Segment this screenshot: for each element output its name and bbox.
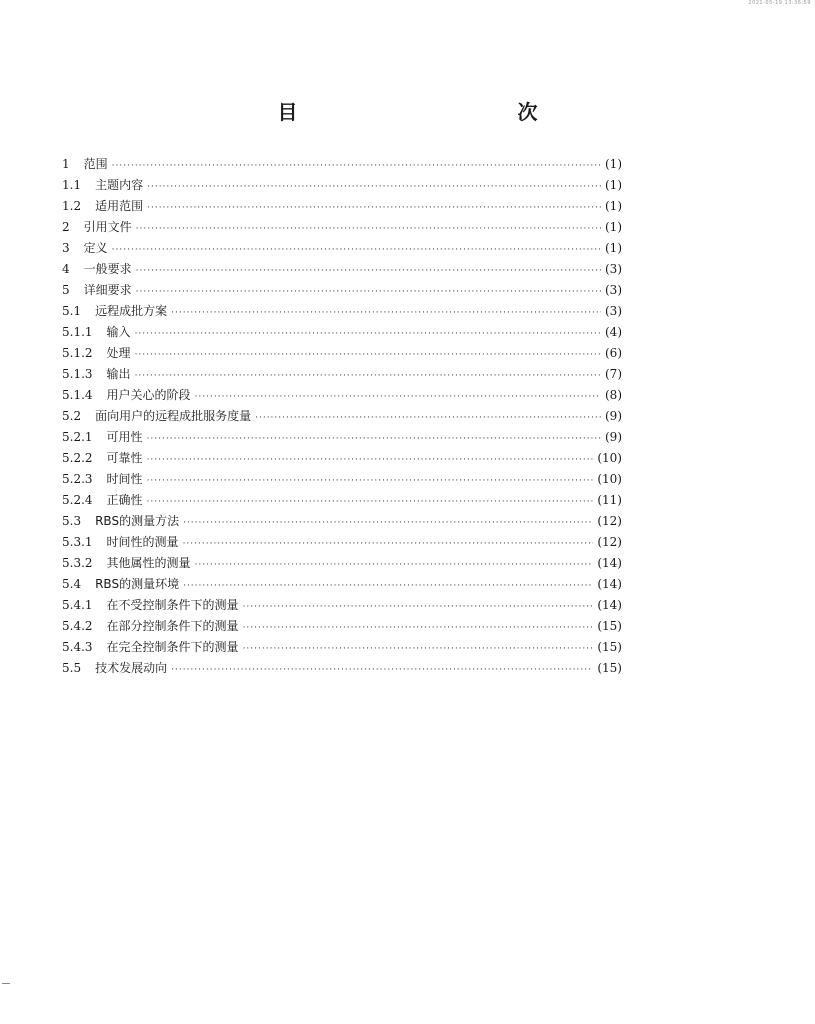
toc-page: (1) [605, 178, 622, 192]
toc-leader [195, 555, 594, 576]
toc-label: 处理 [106, 346, 131, 360]
toc-entry[interactable] [62, 154, 622, 175]
toc-number: 4 [62, 262, 70, 276]
toc-page: (3) [605, 283, 622, 297]
toc-page: (12) [597, 535, 622, 549]
toc-entry[interactable] [62, 196, 622, 217]
toc-label: 远程成批方案 [95, 304, 168, 318]
toc-page: (15) [597, 619, 622, 633]
toc-leader [147, 492, 594, 513]
toc-leader [147, 471, 594, 492]
toc-label: 可靠性 [106, 451, 143, 465]
toc-number: 5.2.4 [62, 493, 93, 507]
toc-entry[interactable] [62, 616, 622, 637]
toc-leader [147, 450, 594, 471]
toc-entry[interactable] [62, 385, 622, 406]
toc-page: (15) [597, 640, 622, 654]
toc-number: 1.1 [62, 178, 82, 192]
toc-leader [112, 240, 601, 261]
toc-entry[interactable] [62, 259, 622, 280]
toc-page: (9) [605, 409, 622, 423]
toc-entry[interactable] [62, 532, 622, 553]
toc-label: 用户关心的阶段 [106, 388, 191, 402]
toc-leader [243, 639, 594, 660]
toc-label: 可用性 [106, 430, 143, 444]
toc-leader [171, 660, 593, 681]
toc-entry[interactable] [62, 364, 622, 385]
toc-entry[interactable] [62, 595, 622, 616]
toc-leader [147, 177, 601, 198]
toc-number: 2 [62, 220, 70, 234]
toc-number: 5.2.2 [62, 451, 93, 465]
toc-page: (8) [605, 388, 622, 402]
toc-label: 时间性 [106, 472, 143, 486]
toc-number: 5.1.4 [62, 388, 93, 402]
toc-page: (4) [605, 325, 622, 339]
toc-number: 5.1.1 [62, 325, 93, 339]
toc-leader [255, 408, 601, 429]
toc-leader [243, 597, 594, 618]
toc-number: 1 [62, 157, 70, 171]
toc-label: 一般要求 [83, 262, 132, 276]
toc-leader [135, 366, 601, 387]
toc-page: (10) [597, 472, 622, 486]
toc-entry[interactable] [62, 637, 622, 658]
toc-leader [147, 429, 601, 450]
toc-label: 其他属性的测量 [106, 556, 191, 570]
toc-number: 1.2 [62, 199, 82, 213]
toc-label: 主题内容 [95, 178, 144, 192]
toc-leader [135, 345, 601, 366]
toc-page: (3) [605, 262, 622, 276]
toc-number: 5.4.2 [62, 619, 93, 633]
toc-page: (14) [597, 598, 622, 612]
toc-page: (1) [605, 220, 622, 234]
toc-entry[interactable] [62, 238, 622, 259]
toc-page: (14) [597, 556, 622, 570]
toc-number: 5.1 [62, 304, 82, 318]
toc-label: 在部分控制条件下的测量 [106, 619, 239, 633]
toc-entry[interactable] [62, 280, 622, 301]
toc-leader [147, 198, 601, 219]
toc-entry[interactable] [62, 175, 622, 196]
toc-number: 5.2.3 [62, 472, 93, 486]
toc-leader [171, 303, 601, 324]
toc-label: 时间性的测量 [106, 535, 179, 549]
toc-label: RBS的测量方法 [95, 514, 180, 528]
toc-number: 5.3.2 [62, 556, 93, 570]
toc-number: 5.5 [62, 661, 82, 675]
toc-leader [183, 513, 593, 534]
toc-leader [112, 156, 601, 177]
toc-number: 5.1.3 [62, 367, 93, 381]
toc-entry[interactable] [62, 343, 622, 364]
toc-entry[interactable] [62, 448, 622, 469]
toc-label: 正确性 [106, 493, 143, 507]
toc-page: (12) [597, 514, 622, 528]
toc-entry[interactable] [62, 217, 622, 238]
toc-page: (9) [605, 430, 622, 444]
toc-number: 5.1.2 [62, 346, 93, 360]
toc-leader [136, 261, 601, 282]
toc-entry[interactable] [62, 658, 622, 679]
toc-leader [195, 387, 601, 408]
toc-leader [243, 618, 594, 639]
toc-leader [136, 282, 601, 303]
toc-page: (15) [597, 661, 622, 675]
toc-entry[interactable] [62, 511, 622, 532]
toc-page: (3) [605, 304, 622, 318]
toc-page: (14) [597, 577, 622, 591]
toc-label: 输出 [106, 367, 131, 381]
toc-page: (1) [605, 241, 622, 255]
toc-number: 5.3 [62, 514, 82, 528]
toc-leader [183, 576, 593, 597]
toc-page: (1) [605, 157, 622, 171]
toc-entry[interactable] [62, 490, 622, 511]
toc-label: 详细要求 [83, 283, 132, 297]
toc-number: 5.4.3 [62, 640, 93, 654]
toc-entry[interactable] [62, 427, 622, 448]
toc-leader [135, 324, 601, 345]
toc-label: 适用范围 [95, 199, 144, 213]
toc-number: 5.2.1 [62, 430, 93, 444]
page-title: 目 次 [277, 100, 598, 124]
toc-label: 技术发展动向 [95, 661, 168, 675]
toc-leader [136, 219, 601, 240]
toc-leader [183, 534, 594, 555]
table-of-contents [62, 154, 622, 679]
toc-label: 面向用户的远程成批服务度量 [95, 409, 252, 423]
toc-label: 定义 [83, 241, 108, 255]
toc-entry[interactable] [62, 322, 622, 343]
toc-label: 在不受控制条件下的测量 [106, 598, 239, 612]
toc-label: 范围 [83, 157, 108, 171]
toc-entry[interactable] [62, 574, 622, 595]
toc-label: RBS的测量环境 [95, 577, 180, 591]
toc-number: 3 [62, 241, 70, 255]
toc-page: (10) [597, 451, 622, 465]
toc-number: 5.4.1 [62, 598, 93, 612]
toc-label: 引用文件 [83, 220, 132, 234]
toc-entry[interactable] [62, 406, 622, 427]
toc-label: 在完全控制条件下的测量 [106, 640, 239, 654]
toc-entry[interactable] [62, 301, 622, 322]
scan-corner-mark: 2021-05-19 13:36:59 [748, 0, 811, 6]
toc-page: (7) [605, 367, 622, 381]
toc-number: 5.2 [62, 409, 82, 423]
scan-edge-mark [2, 983, 10, 984]
toc-label: 输入 [106, 325, 131, 339]
toc-number: 5.3.1 [62, 535, 93, 549]
toc-number: 5 [62, 283, 70, 297]
toc-page: (11) [597, 493, 622, 507]
toc-entry[interactable] [62, 553, 622, 574]
toc-page: (1) [605, 199, 622, 213]
toc-page: (6) [605, 346, 622, 360]
toc-entry[interactable] [62, 469, 622, 490]
toc-number: 5.4 [62, 577, 82, 591]
